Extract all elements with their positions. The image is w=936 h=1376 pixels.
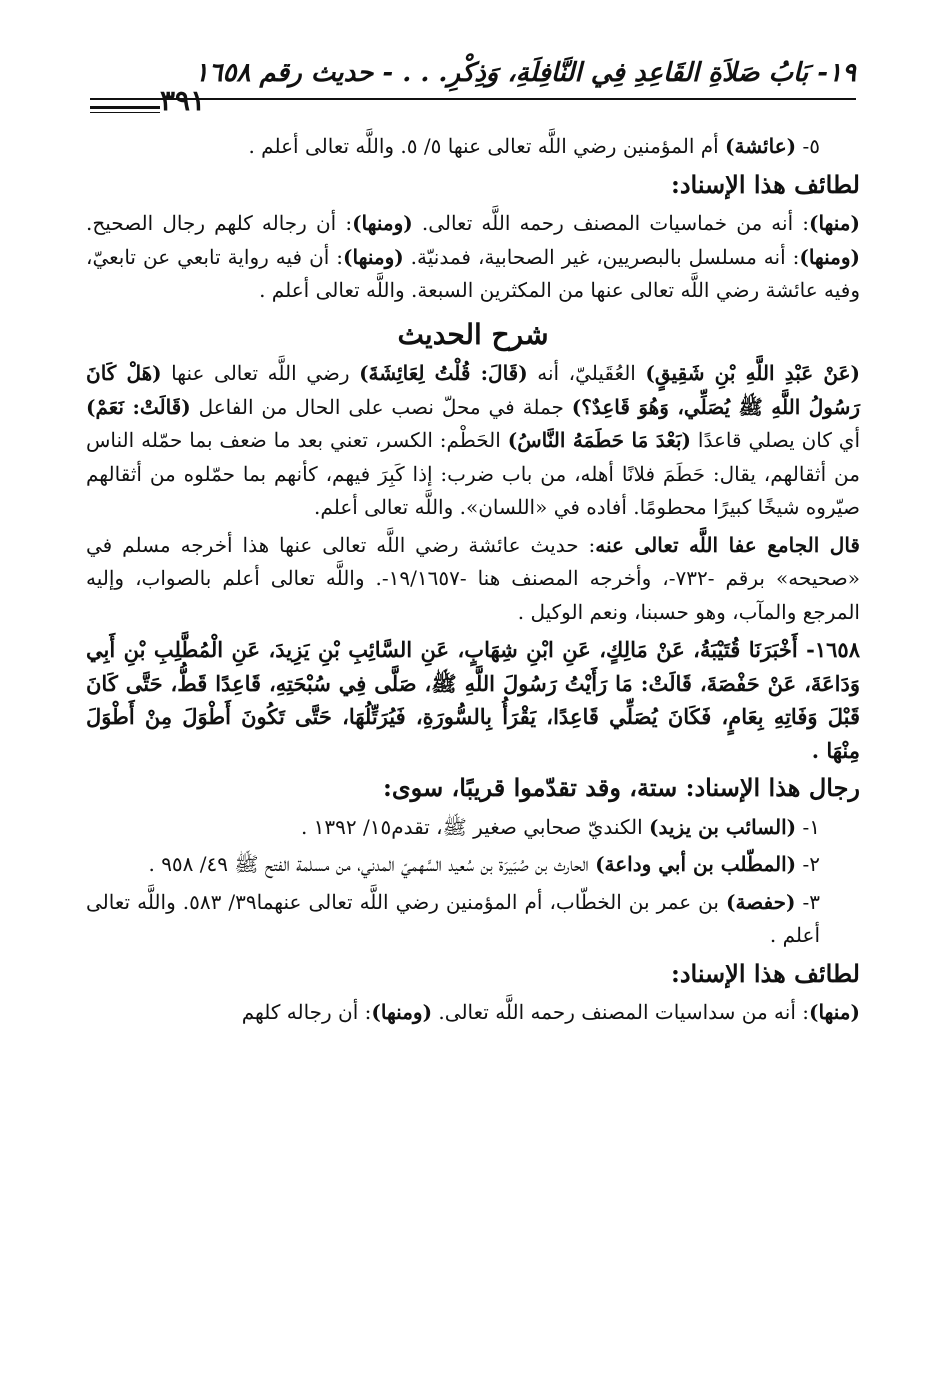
section-heading: شرح الحديث bbox=[397, 317, 549, 351]
header-rule bbox=[90, 98, 856, 100]
paragraph: (منها): أنه من سداسيات المصنف رحمه اللَّه تعالى. (ومنها): أن رجاله كلهم bbox=[241, 1000, 860, 1024]
paragraph: (منها): أنه من خماسيات المصنف رحمه اللَّه تعالى. (ومنها): أن رجاله كلهم رجال الصحيح. (ومنها): أنه مسلسل بالبصريين، غير الصحابية، فمدنيّة. (ومنها): أن فيه رواية تابعي عن تابعيّ، وفيه عائشة رضي اللَّه تعالى عنها من المكثرين السبعة. واللَّه تعالى أعلم . bbox=[86, 211, 861, 302]
paragraph: ١- (السائب بن يزيد) الكنديّ صحابي صغير ﷺ، تقدم١٥/ ١٣٩٢ . bbox=[300, 814, 820, 839]
header-rule-thin bbox=[90, 112, 160, 113]
subheading: لطائف هذا الإسناد: bbox=[670, 958, 860, 988]
paragraph: قال الجامع عفا اللَّه تعالى عنه: حديث عائشة رضي اللَّه تعالى عنها هذا أخرجه مسلم في «صحيحه» برقم -٧٣٢-، وأخرجه المصنف هنا -١٩/١٦٥٧-. واللَّه تعالى أعلم بالصواب، وإليه المرجع والمآب، وهو حسبنا، ونعم الوكيل . bbox=[86, 532, 860, 624]
paragraph: ٥- (عائشة) أم المؤمنين رضي اللَّه تعالى عنها ٥/ ٥. واللَّه تعالى أعلم . bbox=[248, 134, 820, 158]
paragraph: ١٦٥٨- أَخْبَرَنَا قُتَيْبَةُ، عَنْ مَالِكٍ، عَنِ ابْنِ شِهَابٍ، عَنِ السَّائِبِ بْنِ يَزِيدَ، عَنِ الْمُطَّلِبِ بْنِ أَبِي وَدَاعَةَ، عَنْ حَفْصَةَ، قَالَتْ: مَا رَأَيْتُ رَسُولَ اللَّهِ ﷺ، صَلَّى فِي سُبْحَتِهِ، قَاعِدًا قَطُّ، حَتَّى كَانَ قَبْلَ وَفَاتِهِ بِعَامٍ، فَكَانَ يُصَلِّي قَاعِدًا، يَقْرَأُ بِالسُّورَةِ، فَيُرَتِّلُهَا، حَتَّى تَكُونَ أَطْوَلَ مِنْ أَطْوَلَ مِنْهَا . bbox=[86, 637, 860, 763]
header-rule-thick bbox=[90, 106, 160, 109]
page-number: ٣٩١ bbox=[160, 84, 206, 117]
paragraph: ٢- (المطّلب بن أبي وداعة) الحارث بن صُبَيرَة بن سُعيد السَّهميّ المدني، من مسلمة الفتح ﷺ ٤٩/ ٩٥٨ . bbox=[148, 852, 820, 876]
paragraph: (عَنْ عَبْدِ اللَّهِ بْنِ شَقِيقٍ) العُقَيليّ، أنه (قَالَ: قُلْتُ لِعَائِشَةَ) رضي اللَّه تعالى عنها (هَلْ كَانَ رَسُولُ اللَّهِ ﷺ يُصَلِّي، وَهُوَ قَاعِدٌ؟) جملة في محلّ نصب على الحال من الفاعل (قَالَتْ: نَعَمْ) أي كان يصلي قاعدًا (بَعْدَ مَا حَطَمَهُ النَّاسُ) الحَطْم: الكسر، تعني بعد ما ضعف بما حمّله الناس من أثقالهم، يقال: حَطَمَ فلانًا أهله، من باب ضرب: إذا كَبِرَ فيهم، كأنهم بما حمّلوه من أثقالهم صيّروه شيخًا كبيرًا محطومًا. أفاده في «اللسان». واللَّه تعالى أعلم. bbox=[86, 361, 861, 519]
paragraph: ٣- (حفصة) بن عمر بن الخطّاب، أم المؤمنين رضي اللَّه تعالى عنهما٣٩/ ٥٨٣. واللَّه تعالى أعلم . bbox=[86, 889, 820, 947]
header-title: ١٩- بَابُ صَلاَةِ القَاعِدِ فِي النَّافِلَةِ، وَذِكْرِ. . . - حديث رقم ١٦٥٨ bbox=[194, 58, 856, 88]
subheading: رجال هذا الإسناد: ستة، وقد تقدّموا قريبًا، سوى: bbox=[383, 773, 860, 802]
running-header bbox=[90, 58, 856, 120]
page-body bbox=[86, 130, 860, 1034]
subheading: لطائف هذا الإسناد: bbox=[670, 169, 860, 199]
